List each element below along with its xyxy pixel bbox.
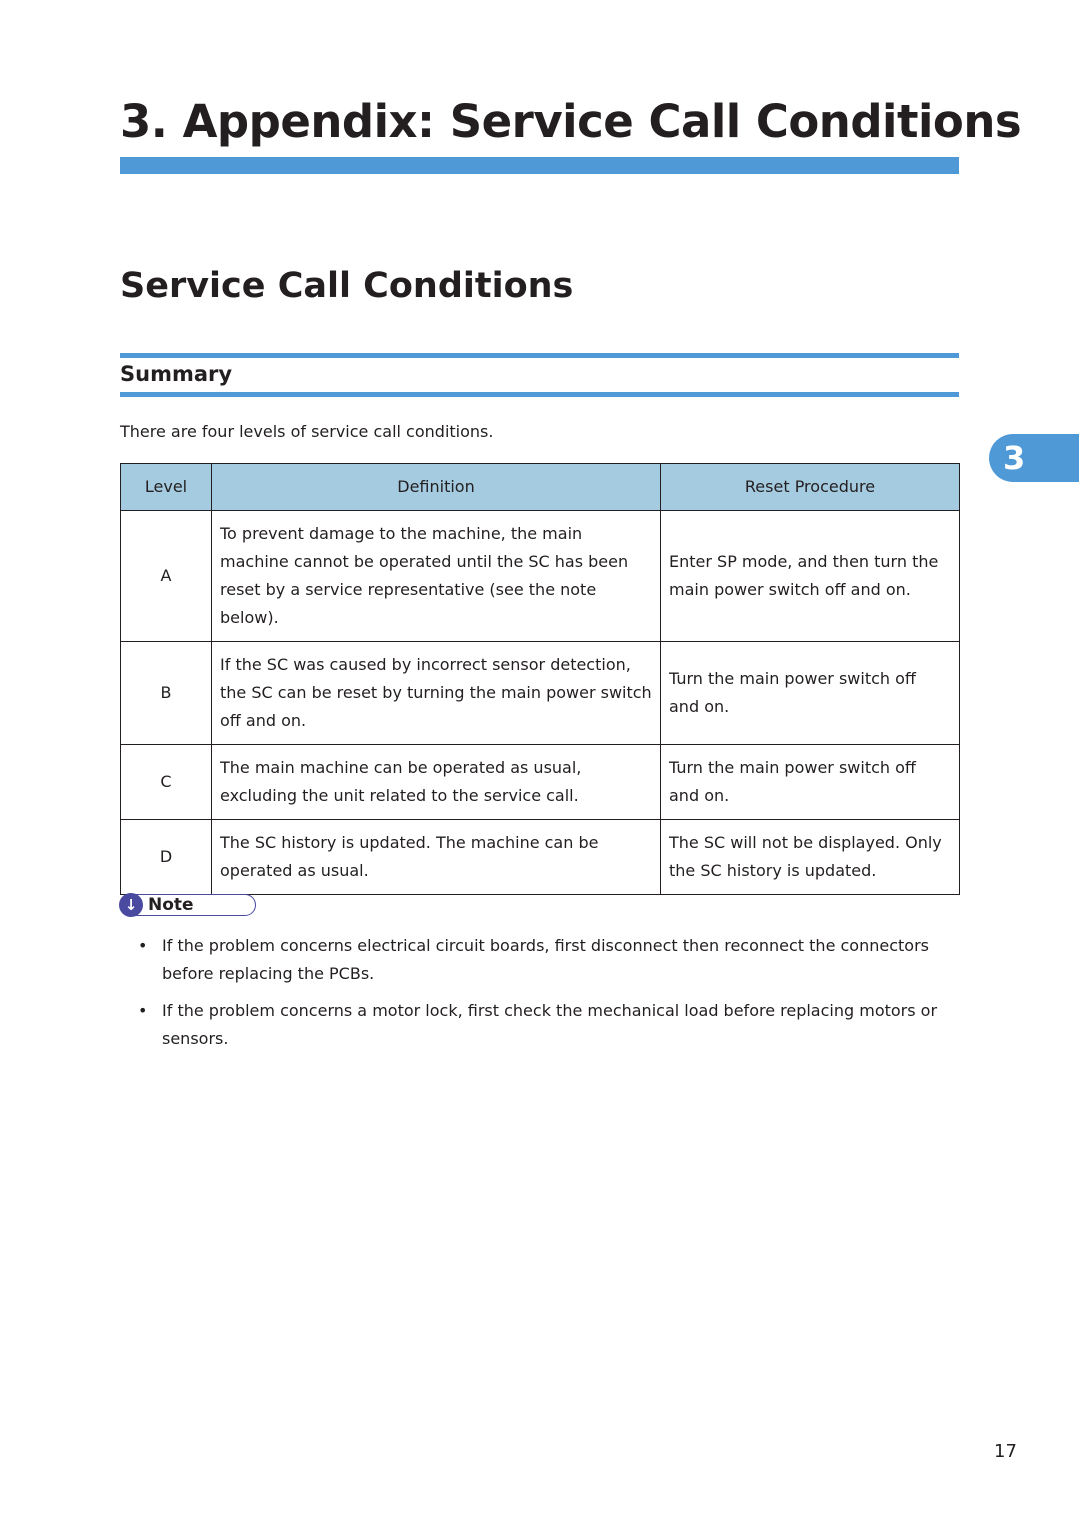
table-row (121, 511, 960, 642)
note-text: If the problem concerns electrical circuit boards, first disconnect then reconnect the connectors before replacing the PCBs. (162, 936, 929, 983)
header-level: Level (121, 464, 212, 511)
reset-cell: Enter SP mode, and then turn the main power switch off and on. (661, 511, 960, 642)
header-definition: Definition (212, 464, 661, 511)
subsection-title: Summary (120, 362, 233, 386)
table-row (121, 820, 960, 895)
reset-cell: Turn the main power switch off and on. (661, 642, 960, 745)
header-reset-procedure: Reset Procedure (661, 464, 960, 511)
intro-text: There are four levels of service call conditions. (120, 422, 494, 441)
note-label: Note (148, 895, 194, 915)
definition-cell: The SC history is updated. The machine can be operated as usual. (212, 820, 661, 895)
definition-cell: To prevent damage to the machine, the main machine cannot be operated until the SC has been reset by a service representative (see the note below). (212, 511, 661, 642)
list-item (138, 932, 962, 988)
reset-cell: Turn the main power switch off and on. (661, 745, 960, 820)
section-title: Service Call Conditions (120, 266, 574, 306)
note-list (138, 932, 962, 1062)
table-row (121, 642, 960, 745)
service-call-table (120, 463, 960, 895)
bullet: • (138, 936, 148, 955)
note-text: If the problem concerns a motor lock, first check the mechanical load before replacing motors or sensors. (162, 1001, 938, 1048)
chapter-tab (989, 434, 1079, 482)
level-cell: A (121, 511, 212, 642)
chapter-tab-label: 3 (1003, 439, 1026, 477)
page-number: 17 (994, 1441, 1017, 1462)
subsection-rule-top (120, 353, 959, 358)
level-cell: B (121, 642, 212, 745)
note-badge (120, 894, 256, 916)
subsection-rule-bottom (120, 392, 959, 397)
definition-cell: The main machine can be operated as usual, excluding the unit related to the service call. (212, 745, 661, 820)
bullet: • (138, 1001, 148, 1020)
table-row (121, 745, 960, 820)
list-item (138, 997, 962, 1053)
down-arrow-icon: ↓ (119, 893, 143, 917)
chapter-title-bar (120, 157, 959, 174)
level-cell: C (121, 745, 212, 820)
chapter-title: 3. Appendix: Service Call Conditions (120, 95, 1022, 148)
level-cell: D (121, 820, 212, 895)
reset-cell: The SC will not be displayed. Only the SC history is updated. (661, 820, 960, 895)
definition-cell: If the SC was caused by incorrect sensor detection, the SC can be reset by turning the main power switch off and on. (212, 642, 661, 745)
table-header-row (121, 464, 960, 511)
